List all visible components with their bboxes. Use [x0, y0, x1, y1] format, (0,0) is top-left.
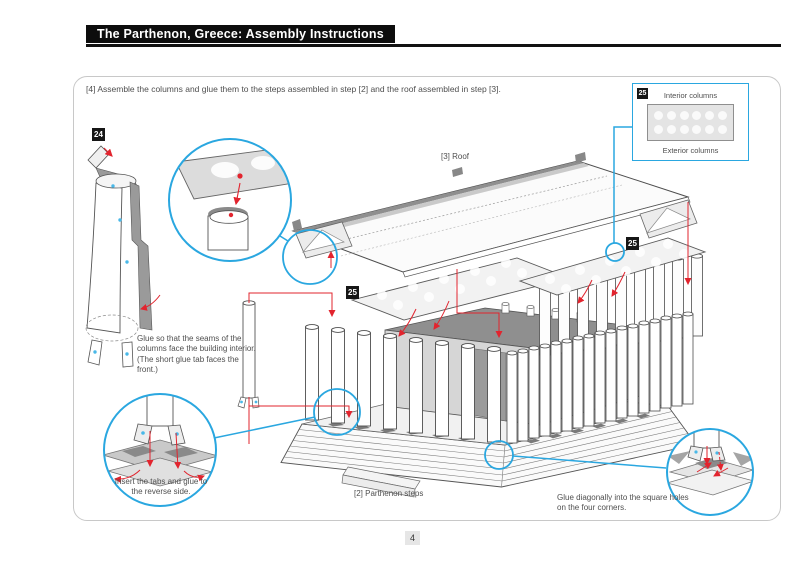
step-instruction: [4] Assemble the columns and glue them to the steps assembled in step [2] and the roof assembled in step [3].: [86, 84, 501, 94]
part-25-badge-left: 25: [346, 286, 359, 299]
page-title: The Parthenon, Greece: Assembly Instructions: [86, 25, 395, 43]
interior-columns-label: Interior columns: [663, 91, 718, 100]
part-25-badge-right: 25: [626, 237, 639, 250]
title-rule: [86, 44, 781, 47]
roof-label: [3] Roof: [441, 152, 470, 161]
part-25-legend: [632, 83, 749, 161]
note-glue-diagonally: Glue diagonally into the square holes on the four corners.: [557, 493, 689, 513]
part-25-badge: 25: [638, 90, 647, 97]
exterior-columns-label: Exterior columns: [662, 146, 719, 155]
part-24-badge: 24: [92, 128, 105, 141]
column-plate-thumbnail: [647, 104, 734, 141]
steps-label: [2] Parthenon steps: [354, 489, 424, 498]
page-number: 4: [405, 531, 420, 545]
note-seams: Glue so that the seams of the columns face the building interior. (The short glue tab faces the front.): [137, 334, 256, 375]
note-insert-tabs: Insert the tabs and glue to the reverse side.: [114, 477, 208, 497]
